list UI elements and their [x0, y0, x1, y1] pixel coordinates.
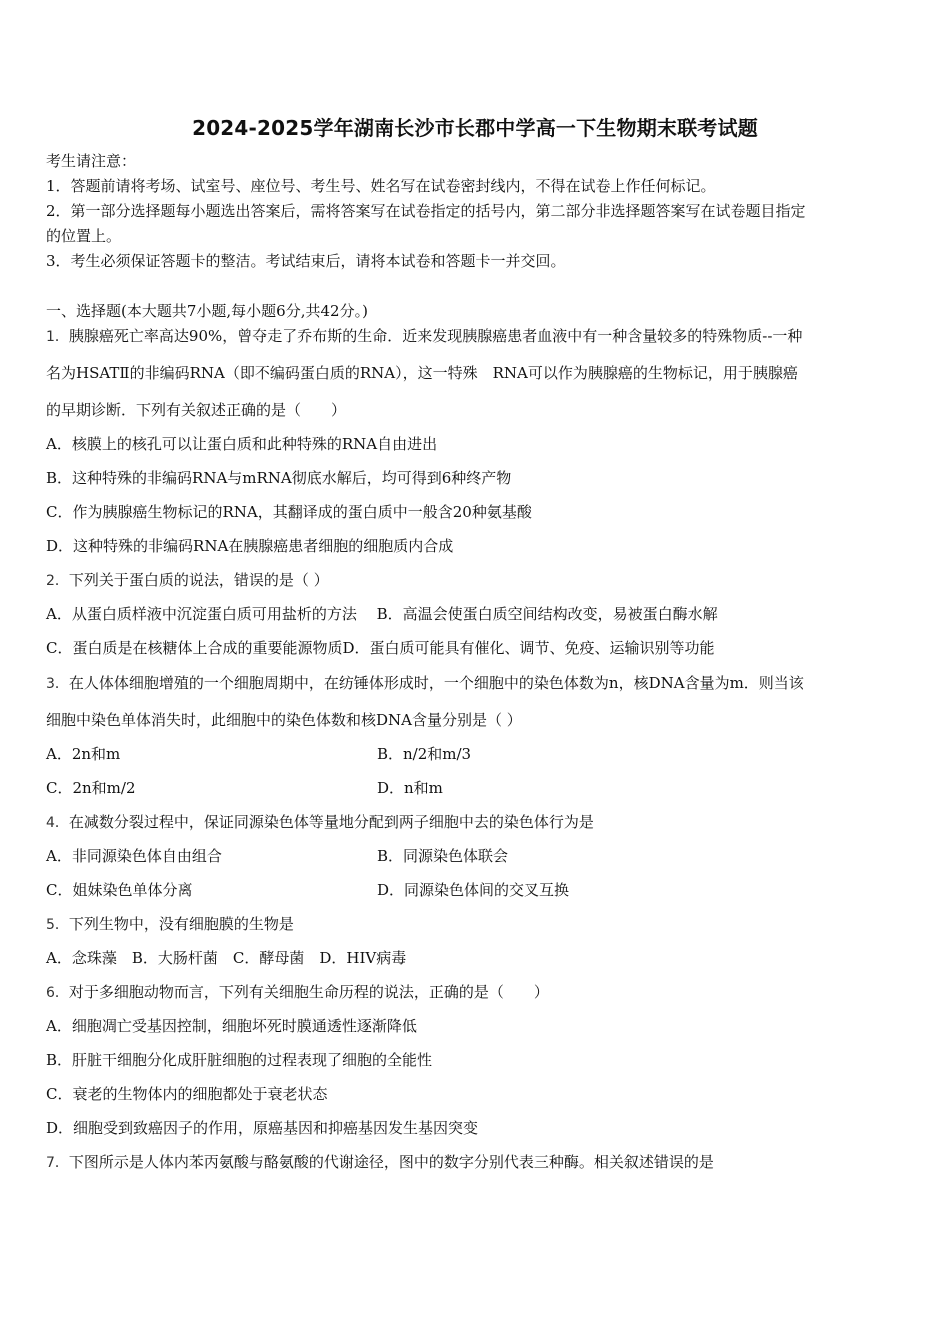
question-4-stem: [46, 813, 594, 832]
question-4-option-c: C．姐妹染色单体分离: [46, 881, 193, 899]
question-4-option-b: B．同源染色体联会: [377, 847, 509, 865]
question-6-option-a: A．细胞凋亡受基因控制，细胞坏死时膜通透性逐渐降低: [46, 1017, 417, 1035]
question-6-option-c: C．衰老的生物体内的细胞都处于衰老状态: [46, 1085, 328, 1103]
section-heading: 一、选择题(本大题共7小题,每小题6分,共42分。): [46, 302, 368, 320]
question-5-options: A．念珠藻 B．大肠杆菌 C．酵母菌 D．HIV病毒: [46, 949, 407, 967]
question-5-stem: [46, 915, 294, 934]
question-6-stem: [46, 983, 549, 1002]
question-7-stem: [46, 1153, 714, 1172]
question-4-option-a: A．非同源染色体自由组合: [46, 847, 222, 865]
question-1-line-2: 名为HSATⅡ的非编码RNA（即不编码蛋白质的RNA），这一特殊 RNA可以作为胰腺癌的生物标记，用于胰腺癌: [46, 364, 798, 382]
notice-item-1: 1．答题前请将考场、试室号、座位号、考生号、姓名写在试卷密封线内，不得在试卷上作任何标记。: [46, 177, 716, 195]
question-5-text: 下列生物中，没有细胞膜的生物是: [68, 915, 294, 933]
question-2-options-ab: A．从蛋白质样液中沉淀蛋白质可用盐析的方法 B．高温会使蛋白质空间结构改变，易被蛋白酶水解: [46, 605, 718, 623]
question-2-number: 2．: [46, 573, 69, 589]
question-1-option-c: C．作为胰腺癌生物标记的RNA，其翻译成的蛋白质中一般含20种氨基酸: [46, 503, 532, 521]
question-1-option-b: B．这种特殊的非编码RNA与mRNA彻底水解后，均可得到6种终产物: [46, 469, 512, 487]
question-2-text: 下列关于蛋白质的说法，错误的是（ ）: [68, 571, 329, 589]
question-7-text: 下图所示是人体内苯丙氨酸与酪氨酸的代谢途径，图中的数字分别代表三种酶。相关叙述错误的是: [68, 1153, 714, 1171]
question-3-option-d: D．n和m: [377, 779, 443, 797]
notice-heading: 考生请注意：: [46, 152, 137, 170]
question-6-text: 对于多细胞动物而言，下列有关细胞生命历程的说法，正确的是（ ）: [68, 983, 549, 1001]
question-2-stem: [46, 571, 329, 590]
question-3-option-c: C．2n和m/2: [46, 779, 136, 797]
question-4-option-d: D．同源染色体间的交叉互换: [377, 881, 570, 899]
notice-item-2-cont: 的位置上。: [46, 227, 122, 245]
question-1-option-d: D．这种特殊的非编码RNA在胰腺癌患者细胞的细胞质内合成: [46, 537, 454, 555]
question-1-line-3: 的早期诊断．下列有关叙述正确的是（ ）: [46, 401, 347, 419]
question-1-number: 1．: [46, 329, 69, 345]
question-1-option-a: A．核膜上的核孔可以让蛋白质和此种特殊的RNA自由进出: [46, 435, 438, 453]
question-6-number: 6．: [46, 985, 69, 1001]
question-4-number: 4．: [46, 815, 69, 831]
question-3-line-1: [46, 674, 804, 693]
question-3-number: 3．: [46, 676, 69, 692]
notice-item-3: 3．考生必须保证答题卡的整洁。考试结束后，请将本试卷和答题卡一并交回。: [46, 252, 566, 270]
question-3-line-2: 细胞中染色单体消失时，此细胞中的染色体数和核DNA含量分别是（ ）: [46, 711, 522, 729]
question-6-option-d: D．细胞受到致癌因子的作用，原癌基因和抑癌基因发生基因突变: [46, 1119, 479, 1137]
notice-item-2: 2．第一部分选择题每小题选出答案后，需将答案写在试卷指定的括号内，第二部分非选择题答案写在试卷题目指定: [46, 202, 806, 220]
question-1-line-1: [46, 327, 802, 346]
question-4-text: 在减数分裂过程中，保证同源染色体等量地分配到两子细胞中去的染色体行为是: [68, 813, 594, 831]
exam-title: 2024-2025学年湖南长沙市长郡中学高一下生物期末联考试题: [192, 116, 758, 140]
question-3-option-a: A．2n和m: [46, 745, 121, 763]
question-6-option-b: B．肝脏干细胞分化成肝脏细胞的过程表现了细胞的全能性: [46, 1051, 433, 1069]
question-2-options-cd: C．蛋白质是在核糖体上合成的重要能源物质D．蛋白质可能具有催化、调节、免疫、运输识别等功能: [46, 639, 715, 657]
question-1-text-1: 胰腺癌死亡率高达90%，曾夺走了乔布斯的生命．近来发现胰腺癌患者血液中有一种含量较多的特殊物质--一种: [68, 327, 803, 345]
question-3-text-1: 在人体体细胞增殖的一个细胞周期中，在纺锤体形成时，一个细胞中的染色体数为n，核DNA含量为m．则当该: [68, 674, 804, 692]
question-5-number: 5．: [46, 917, 69, 933]
question-7-number: 7．: [46, 1155, 69, 1171]
question-3-option-b: B．n/2和m/3: [377, 745, 472, 763]
